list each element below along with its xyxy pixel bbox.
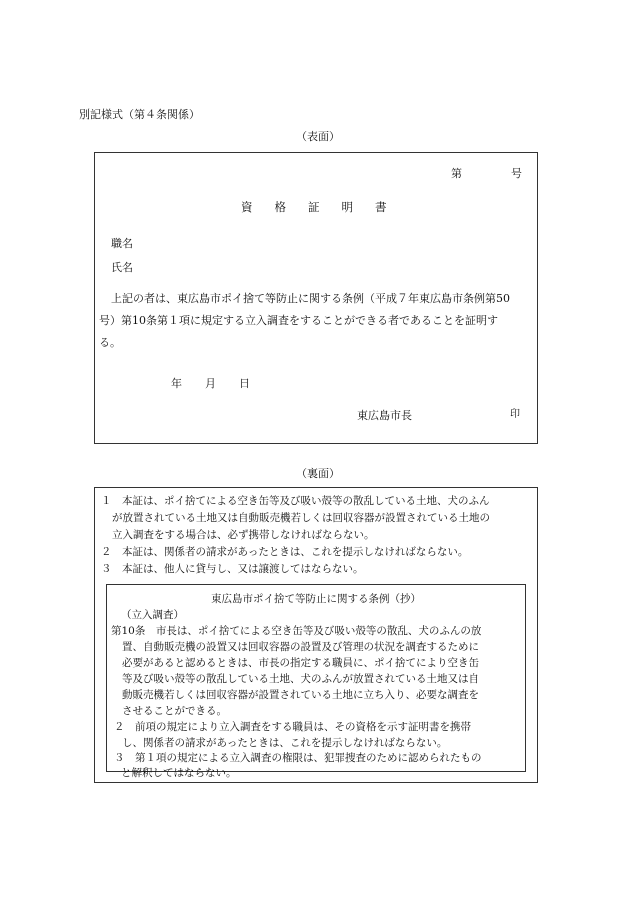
article-10-line-5: 動販売機若しくは回収容器が設置されている土地に立ち入り、必要な調査を xyxy=(122,689,479,701)
paragraph-2-line-2: し、関係者の請求があったときは、これを提示しなければならない。 xyxy=(122,737,448,749)
name-label: 氏名 xyxy=(111,261,133,274)
note-3: ３ 本証は、他人に貸与し、又は譲渡してはならない。 xyxy=(101,563,364,575)
paragraph-2-line-1: ２ 前項の規定により立入調査をする職員は、その資格を示す証明書を携帯 xyxy=(114,721,471,733)
date-day-label: 日 xyxy=(239,377,250,390)
article-10-line-6: させることができる。 xyxy=(122,705,227,717)
issuer-name: 東広島市長 xyxy=(357,409,412,422)
article-10-line-3: 必要があると認めるときは、市長の指定する職員に、ポイ捨てにより空き缶 xyxy=(122,657,479,669)
ordinance-excerpt-box xyxy=(106,584,526,772)
note-1-line-1: １ 本証は、ポイ捨てによる空き缶等及び吸い殻等の散乱している土地、犬のふん xyxy=(101,495,490,507)
article-10-line-2: 置、自動販売機の設置又は回収容器の設置及び管理の状況を調査するために xyxy=(122,641,479,653)
certificate-front xyxy=(94,152,538,444)
article-10-line-1: 第10条 市長は、ポイ捨てによる空き缶等及び吸い殻等の散乱、犬のふんの放 xyxy=(111,625,482,637)
paragraph-3-line-2: と解釈してはならない。 xyxy=(121,767,237,779)
back-side-label: （裏面） xyxy=(296,467,340,480)
certificate-body-line-1: 上記の者は、東広島市ポイ捨て等防止に関する条例（平成７年東広島市条例第50 xyxy=(111,292,510,305)
paragraph-3-line-1: ３ 第１項の規定による立入調査の権限は、犯罪捜査のために認められたもの xyxy=(114,752,482,764)
date-year-label: 年 xyxy=(171,377,182,390)
job-title-label: 職名 xyxy=(111,237,133,250)
seal-char: 印 xyxy=(510,409,520,420)
note-2: ２ 本証は、関係者の請求があったときは、これを提示しなければならない。 xyxy=(101,546,469,558)
article-heading: （立入調査） xyxy=(121,609,184,621)
excerpt-title: 東広島市ポイ捨て等防止に関する条例（抄） xyxy=(211,593,421,605)
form-label: 別記様式（第４条関係） xyxy=(79,108,200,121)
certificate-body-line-3: る。 xyxy=(99,336,121,349)
front-side-label: （表面） xyxy=(296,130,340,143)
number-suffix: 号 xyxy=(511,167,522,180)
article-10-line-4: 等及び吸い殻等の散乱している土地、犬のふんが放置されている土地又は自 xyxy=(122,673,479,685)
certificate-title: 資格証明書 xyxy=(241,200,409,214)
date-month-label: 月 xyxy=(205,377,216,390)
certificate-body-line-2: 号）第10条第１項に規定する立入調査をすることができる者であることを証明す xyxy=(99,314,498,327)
note-1-line-2: が放置されている土地又は自動販売機若しくは回収容器が設置されている土地の xyxy=(112,512,490,524)
note-1-line-3: 立入調査をする場合は、必ず携帯しなければならない。 xyxy=(112,529,375,541)
seal-icon xyxy=(509,407,521,421)
number-prefix: 第 xyxy=(451,167,462,180)
